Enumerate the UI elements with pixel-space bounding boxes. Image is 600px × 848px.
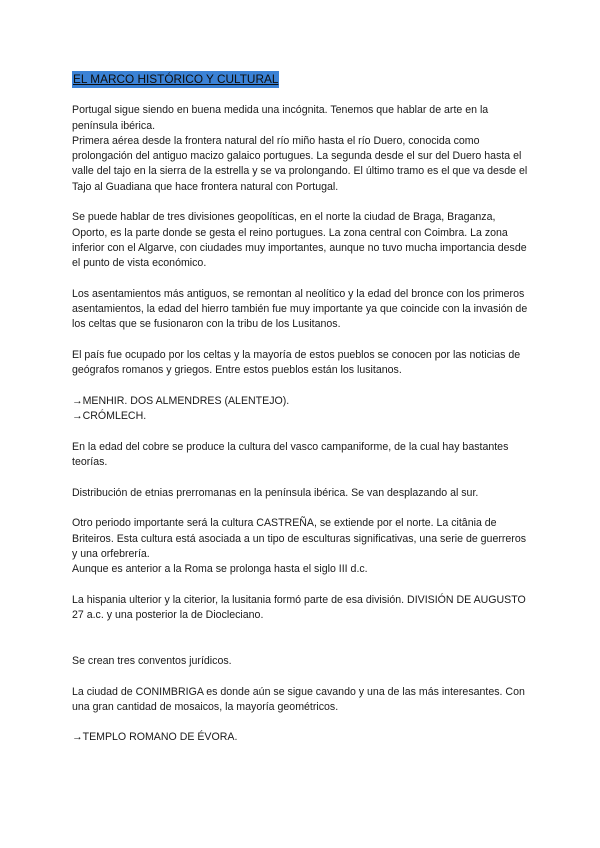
paragraph-geopolitics (72, 210, 532, 271)
paragraph-line: Los asentamientos más antiguos, se remontan al neolítico y la edad del bronce con los primeros asentamientos, la edad del hierro también fue muy importante ya que coincide con la invasión de los celtas que se fusionaron con la tribu de los Lusitanos. (72, 287, 528, 331)
list-item: →TEMPLO ROMANO DE ÉVORA. (72, 731, 238, 744)
paragraph-line: La hispania ulterior y la citerior, la lusitania formó parte de esa división. DIVISIÓN DE AUGUSTO 27 a.c. y una posterior la de Diocleciano. (72, 593, 526, 622)
paragraph-line: Otro periodo importante será la cultura CASTREÑA, se extiende por el norte. La citânia de Briteiros. Esta cultura está asociada a un tipo de esculturas significativas, una serie de guerreros y una orfebrería. (72, 517, 527, 560)
paragraph-line: Se crean tres conventos jurídicos. (72, 654, 232, 667)
paragraph-line: Portugal sigue siendo en buena medida una incógnita. Tenemos que hablar de arte en la península ibérica. (72, 104, 489, 132)
paragraph-ethnic-distribution (72, 486, 532, 501)
list-item: →CRÓMLECH. (72, 410, 147, 423)
document-body (72, 71, 532, 761)
title-block (72, 71, 532, 88)
paragraph-copper-age (72, 440, 532, 471)
spacer (72, 639, 532, 654)
paragraph-conventos (72, 654, 532, 669)
paragraph-line: Aunque es anterior a la Roma se prolonga hasta el siglo III d.c. (72, 563, 368, 576)
paragraph-line: El país fue ocupado por los celtas y la mayoría de estos pueblos se conocen por las noticias de geógrafos romanos y griegos. Entre estos pueblos están los lusitanos. (72, 349, 521, 377)
list-monuments (72, 394, 532, 425)
list-item: →MENHIR. DOS ALMENDRES (ALENTEJO). (72, 394, 290, 407)
paragraph-line: Primera aérea desde la frontera natural del río miño hasta el río Duero, conocida como prolongación del antiguo macizo galaico portugues. La segunda desde el sur del Duero hasta el valle del tajo en la sierra de la estrella y se va prolongando. El último tramo es el que va desde el Tajo al Guadiana que hace frontera natural con Portugal. (72, 134, 528, 193)
paragraph-intro (72, 103, 532, 195)
paragraph-hispania (72, 593, 532, 624)
list-temple (72, 730, 532, 745)
paragraph-line: Se puede hablar de tres divisiones geopolíticas, en el norte la ciudad de Braga, Braganza, Oporto, es la parte donde se gesta el reino portugues. La zona central con Coimbra. La zona inferior con el Algarve, con ciudades muy importantes, aunque no tuvo mucha importancia desde el punto de vista económico. (72, 211, 527, 270)
paragraph-line: Distribución de etnias prerromanas en la península ibérica. Se van desplazando al sur. (72, 486, 479, 499)
document-title: EL MARCO HISTÓRICO Y CULTURAL (73, 72, 279, 86)
paragraph-castrena (72, 516, 532, 577)
paragraph-conimbriga (72, 685, 532, 716)
paragraph-celts (72, 348, 532, 379)
paragraph-line: La ciudad de CONIMBRIGA es donde aún se sigue cavando y una de las más interesantes. Con una gran cantidad de mosaicos, la mayoría geométricos. (72, 685, 525, 713)
paragraph-line: En la edad del cobre se produce la cultura del vasco campaniforme, de la cual hay bastantes teorías. (72, 440, 509, 469)
paragraph-settlements (72, 287, 532, 333)
